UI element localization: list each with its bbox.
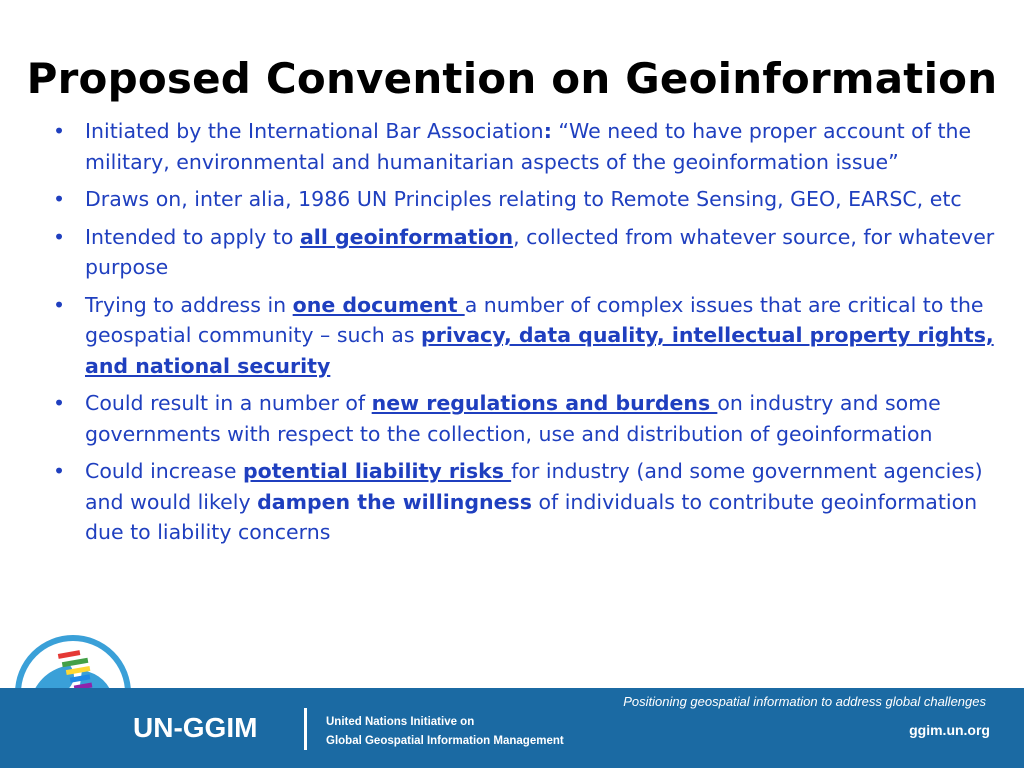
bullet-text: a number of complex issues that are critical to the geospatial community – such as	[85, 292, 984, 347]
bullet-text: Draws on, inter alia, 1986 UN Principles relating to Remote Sensing, GEO, EARSC, etc	[85, 187, 962, 211]
bullet-list	[48, 116, 1013, 555]
bullet-item	[48, 290, 1013, 382]
bullet-marker: •	[53, 224, 66, 249]
bullet-item	[48, 456, 1013, 548]
bold-text: :	[543, 119, 552, 143]
bold-text: dampen the willingness	[257, 489, 532, 514]
emphasized-text: all geoinformation	[299, 224, 514, 249]
bullet-item	[48, 184, 1013, 215]
footer-bar	[0, 688, 1024, 768]
bullet-marker: •	[53, 292, 66, 317]
bullet-text: Initiated by the International Bar Association	[85, 119, 544, 143]
footer-website[interactable]: ggim.un.org	[909, 722, 990, 738]
bullet-marker: •	[53, 119, 66, 143]
footer-org-line-2: Global Geospatial Information Management	[326, 735, 564, 747]
bullet-text: , collected from whatever source, for whatever purpose	[85, 224, 995, 279]
bullet-text: for industry (and some government agencies) and would likely	[85, 459, 983, 514]
bullet-text: on industry and some governments with respect to the collection, use and distribution of geoinformation	[85, 391, 941, 446]
emphasized-text: potential liability risks	[243, 459, 512, 483]
footer-tagline: Positioning geospatial information to address global challenges	[623, 694, 986, 709]
emphasized-text: one document	[292, 292, 465, 317]
bullet-marker: •	[53, 187, 66, 211]
footer-brand: UN-GGIM	[133, 712, 258, 743]
bullet-item	[48, 116, 1013, 177]
footer-divider	[304, 708, 307, 750]
bullet-text: Trying to address in	[85, 292, 293, 317]
bullet-text: of individuals to contribute geoinformation due to liability concerns	[85, 489, 978, 544]
bullet-text: Intended to apply to	[85, 224, 300, 249]
emphasized-text: new regulations and burdens	[371, 391, 718, 415]
bullet-text: “We need to have proper account of the military, environmental and humanitarian aspects of the geoinformation issue”	[85, 119, 972, 174]
footer-organization-name	[326, 713, 564, 751]
bullet-marker: •	[53, 459, 66, 483]
bullet-text: Could result in a number of	[85, 391, 372, 415]
emphasized-text: privacy, data quality, intellectual property rights, and national security	[85, 323, 994, 378]
footer-org-line-1: United Nations Initiative on	[326, 716, 475, 728]
slide-title: Proposed Convention on Geoinformation	[26, 54, 998, 104]
bullet-item	[48, 388, 1013, 449]
bullet-text: Could increase	[85, 459, 243, 483]
bullet-marker: •	[53, 391, 66, 415]
bullet-item	[48, 222, 1013, 283]
